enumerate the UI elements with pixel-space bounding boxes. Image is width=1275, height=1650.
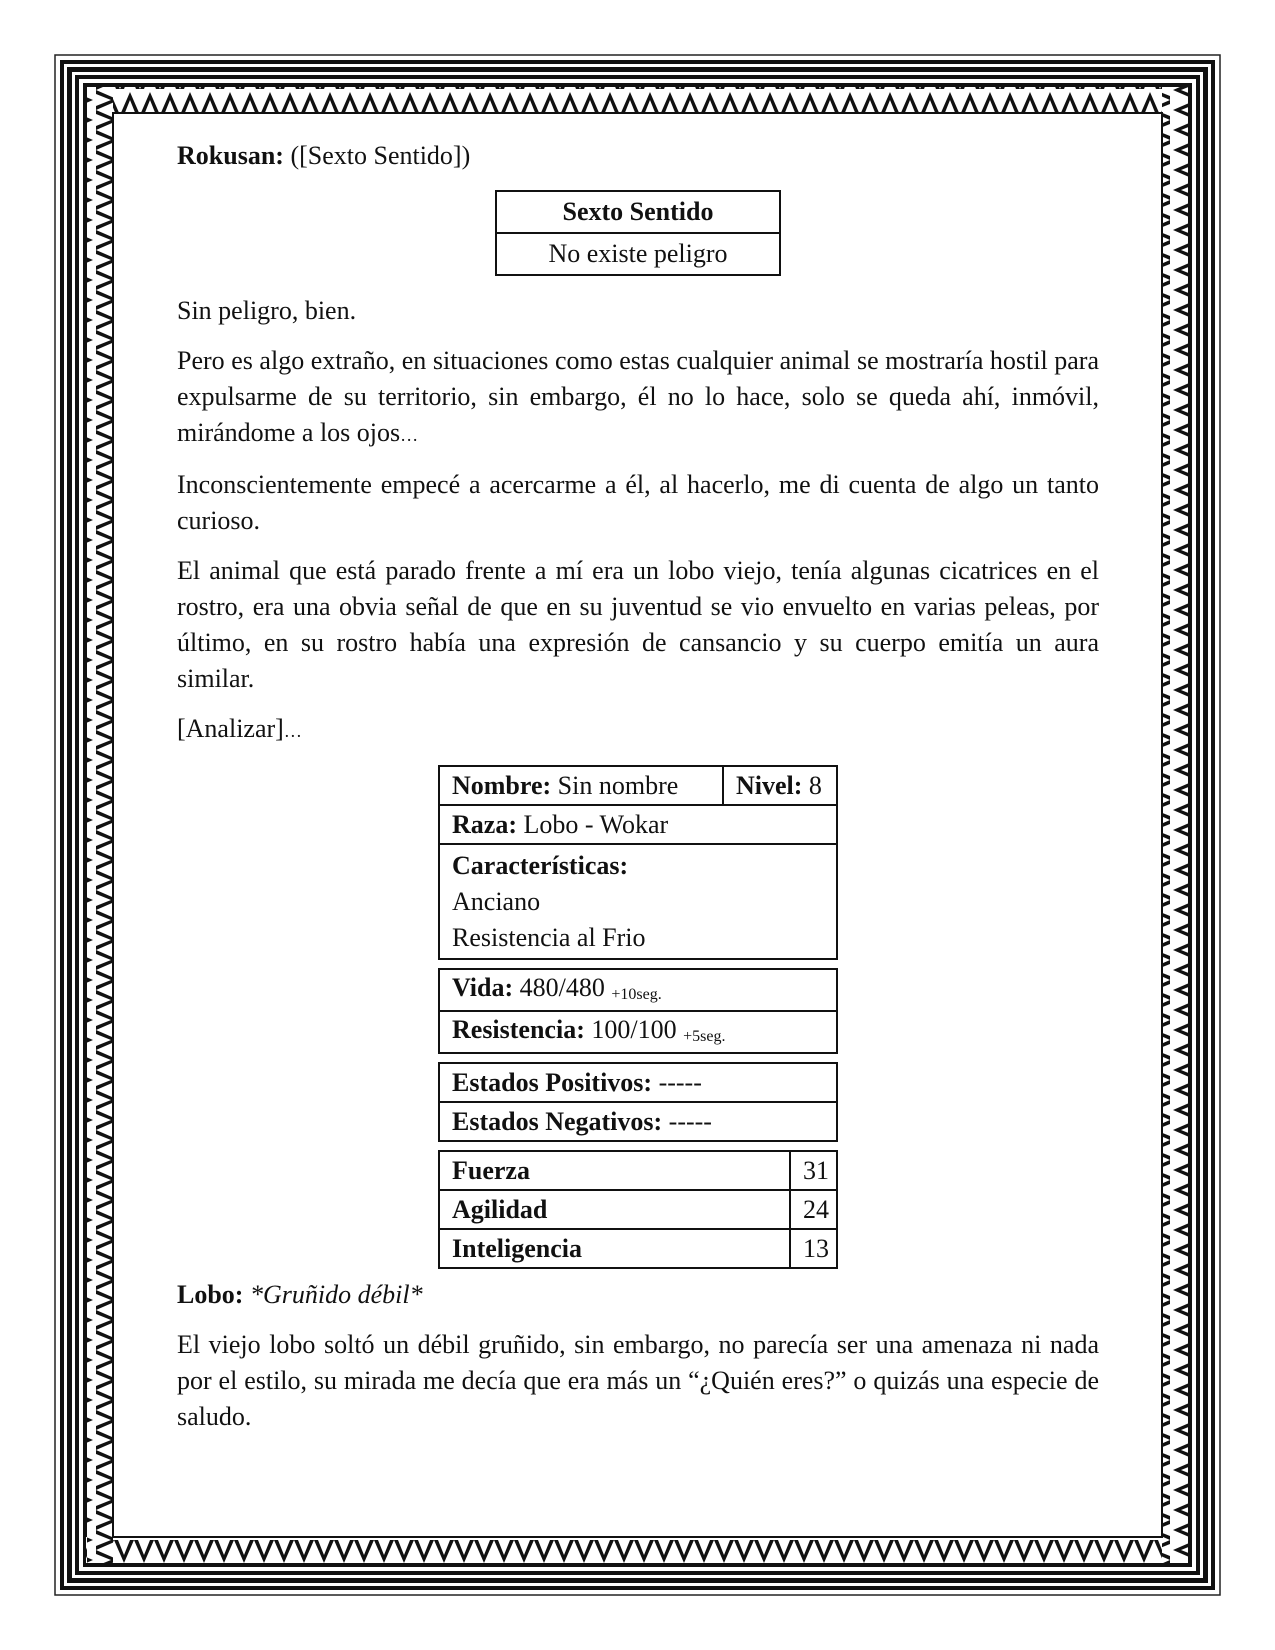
- trait-item: Anciano: [452, 887, 541, 916]
- ellipsis: …: [400, 425, 420, 445]
- hp-value: 480/480: [519, 973, 605, 1002]
- negative-states-label: Estados Negativos:: [452, 1106, 663, 1136]
- sexto-title: Sexto Sentido: [496, 191, 780, 233]
- paragraph-4: El animal que está parado frente a mí era un lobo viejo, tenía algunas cicatrices en el rostro, era una obvia señal de que en su juventud se vio envuelto en varias peleas, por último, en su rostro había una expresión de cansancio y su cuerpo emitía un aura similar.: [177, 556, 1099, 693]
- race-cell: [439, 805, 837, 844]
- speaker-label: Rokusan:: [177, 141, 284, 170]
- hp-label: Vida:: [452, 973, 514, 1002]
- dialogue-lobo: [177, 1277, 1099, 1313]
- race-value: Lobo - Wokar: [523, 809, 669, 839]
- attribute-value: 31: [790, 1151, 837, 1190]
- traits-label: Características:: [452, 851, 629, 880]
- hp-cell: [439, 969, 837, 1011]
- dialogue-rokusan: [177, 138, 1099, 174]
- name-label: Nombre:: [452, 770, 552, 800]
- identity-table: [438, 765, 838, 960]
- level-value: 8: [808, 770, 822, 800]
- paragraph-1: Sin peligro, bien.: [177, 296, 357, 325]
- states-table: [438, 1062, 838, 1142]
- positive-states-label: Estados Positivos:: [452, 1067, 653, 1097]
- paragraph-5: [177, 711, 1099, 749]
- speaker-label: Lobo:: [177, 1280, 244, 1309]
- stamina-cell: [439, 1011, 837, 1053]
- ellipsis: …: [283, 721, 303, 741]
- sexto-value: No existe peligro: [496, 233, 780, 275]
- vitals-table: [438, 968, 838, 1054]
- race-label: Raza:: [452, 809, 517, 839]
- level-cell: [723, 766, 837, 805]
- status-window: [438, 765, 838, 1269]
- attribute-value: 24: [790, 1190, 837, 1229]
- name-value: Sin nombre: [557, 770, 679, 800]
- stamina-value: 100/100: [591, 1015, 677, 1044]
- positive-states-value: -----: [658, 1067, 702, 1097]
- positive-states-cell: [439, 1063, 837, 1102]
- paragraph-3: Inconscientemente empecé a acercarme a él, al hacerlo, me di cuenta de algo un tanto curioso.: [177, 470, 1099, 535]
- stamina-label: Resistencia:: [452, 1015, 585, 1044]
- dialogue-text: ([Sexto Sentido]): [290, 141, 471, 170]
- negative-states-value: -----: [668, 1106, 712, 1136]
- attribute-label: Inteligencia: [439, 1229, 790, 1268]
- attribute-label: Fuerza: [439, 1151, 790, 1190]
- level-label: Nivel:: [736, 770, 803, 800]
- negative-states-cell: [439, 1102, 837, 1141]
- paragraph-2: [177, 343, 1099, 453]
- stamina-regen: +5seg.: [683, 1028, 726, 1045]
- dialogue-text: *Gruñido débil*: [249, 1280, 423, 1309]
- attribute-value: 13: [790, 1229, 837, 1268]
- page-content: [177, 138, 1099, 1435]
- paragraph-2-text: Pero es algo extraño, en situaciones como estas cualquier animal se mostraría hostil para expulsarme de su territorio, sin embargo, él no lo hace, solo se queda ahí, inmóvil, mirándome a los ojos: [177, 346, 1099, 447]
- attribute-label: Agilidad: [439, 1190, 790, 1229]
- paragraph-6: El viejo lobo soltó un débil gruñido, sin embargo, no parecía ser una amenaza ni nada por el estilo, su mirada me decía que era más un “¿Quién eres?” o quizás una especie de saludo.: [177, 1330, 1099, 1431]
- traits-cell: [439, 844, 837, 959]
- analizar-text: [Analizar]: [177, 714, 284, 743]
- hp-regen: +10seg.: [611, 986, 662, 1003]
- sexto-sentido-box: [495, 190, 781, 276]
- attributes-table: [438, 1150, 838, 1269]
- trait-item: Resistencia al Frio: [452, 923, 646, 952]
- name-cell: [439, 766, 723, 805]
